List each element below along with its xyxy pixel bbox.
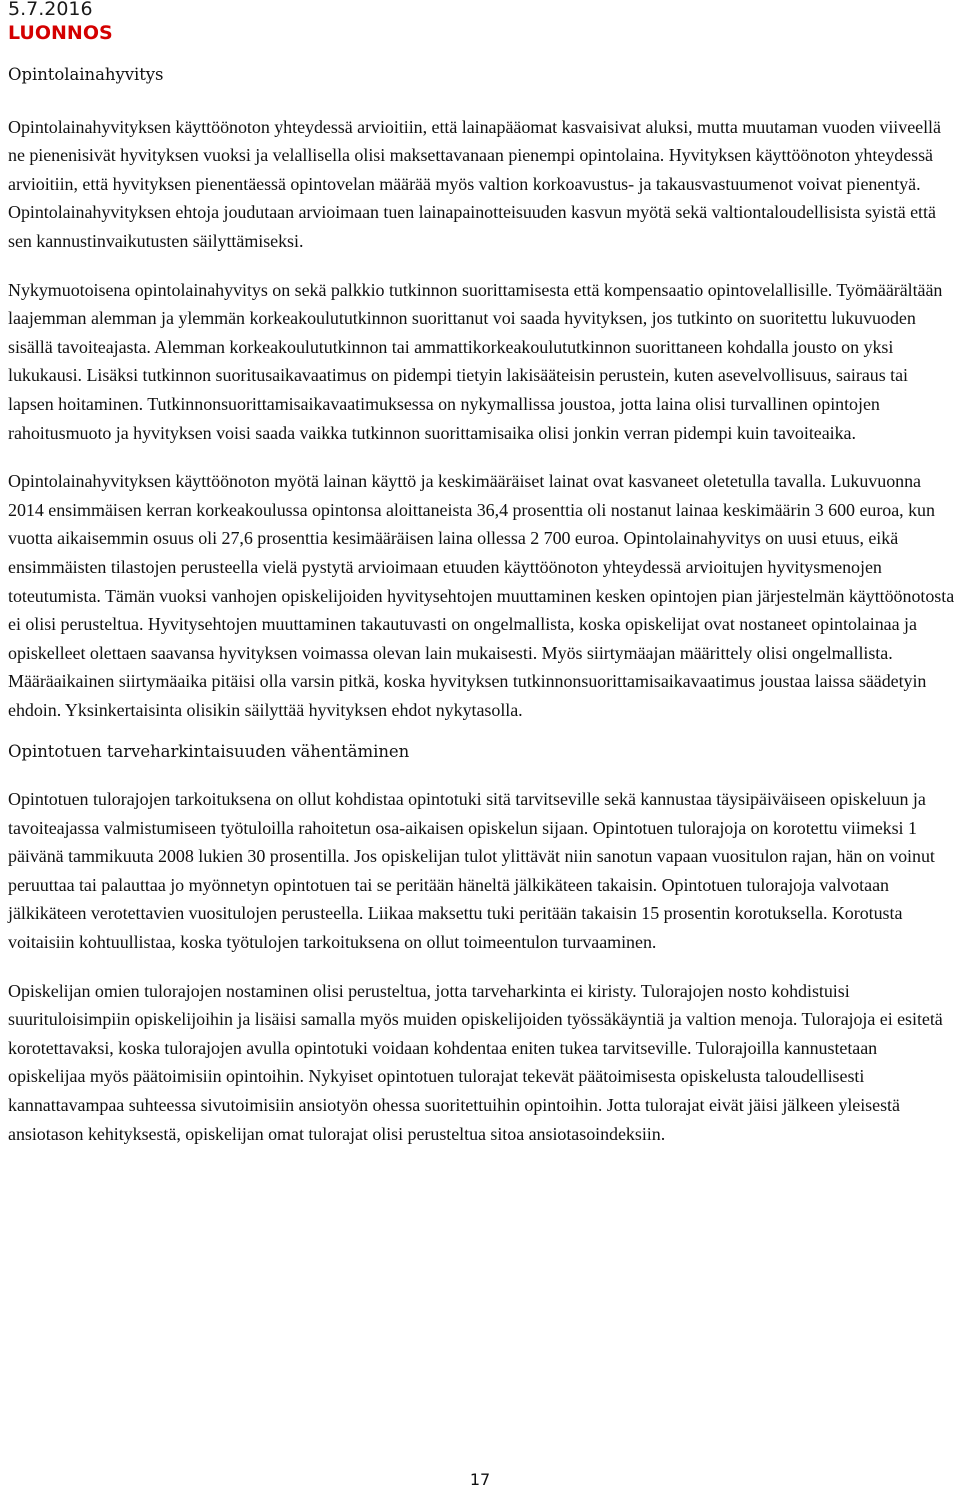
- page-header: [8, 0, 113, 45]
- paragraph: Opintolainahyvityksen käyttöönoton myötä lainan käyttö ja keskimääräiset lainat ovat kasvaneet oletetulla tavalla. Lukuvuonna 2014 ensimmäisen kerran korkeakoulussa opintonsa aloittaneista 36,4 prosenttia oli nostanut lainaa keskimäärin 3 600 euroa, kun vuotta aikaisemmin osuus oli 27,6 prosenttia kesimääräisen laina ollessa 2 700 euroa. Opintolainahyvitys on uusi etuus, eikä ensimmäisten tilastojen perusteella vielä pystytä arvioimaan etuuden käyttöönoton yhteydessä arvioitujen hyvitysmenojen toteutumista. Tämän vuoksi vanhojen opiskelijoiden hyvitysehtojen muuttaminen kesken opintojen pian järjestelmän käyttöönotosta ei olisi perusteltua. Hyvitysehtojen muuttaminen takautuvasti on ongelmallista, koska opiskelijat ovat nostaneet opintolainaa ja opiskelleet olettaen saavansa hyvityksen voimassa olevan lain mukaisesti. Myös siirtymäajan määrittely olisi ongelmallista. Määräaikainen siirtymäaika pitäisi olla varsin pitkä, koska hyvityksen tutkinnonsuorittamisaikavaatimus joustaa laissa säädetyin ehdoin. Yksinkertaisinta olisikin säilyttää hyvityksen ehdot nykytasolla.: [8, 471, 955, 720]
- section-heading-opintolainahyvitys: Opintolainahyvitys: [8, 65, 164, 84]
- document-body: [8, 59, 958, 1168]
- paragraph: Opiskelijan omien tulorajojen nostaminen olisi perusteltua, jotta tarveharkinta ei kiristy. Tulorajojen nosto kohdistuisi suurituloisimpiin opiskelijoihin ja lisäisi samalla myös muiden opiskelijoiden työssäkäyntiä ja valtion menoja. Tulorajoja ei esitetä korotettavaksi, koska tulorajojen avulla opintotuki voidaan kohdentaa eniten tukea tarvitseville. Tulorajoilla kannustetaan opiskelijaa myös päätoimisiin opintoihin. Nykyiset opintotuen tulorajat tekevät päätoimisesta opiskelusta taloudellisesti kannattavampaa suhteessa sivutoimisiin ansiotyön ohessa suoritettuihin opintoihin. Jotta tulorajat eivät jäisi jälkeen yleisestä ansiotason kehityksestä, opiskelijan omat tulorajat olisi perusteltua sitoa ansiotasoindeksiin.: [8, 980, 943, 1144]
- draft-label: LUONNOS: [8, 22, 113, 44]
- paragraph: Opintolainahyvityksen käyttöönoton yhteydessä arvioitiin, että lainapääomat kasvaisivat aluksi, mutta muutaman vuoden viiveellä ne pienenisivät hyvityksen vuoksi ja velallisella olisi maksettavanaan pienempi opintolaina. Hyvityksen käyttöönoton yhteydessä arvioitiin, että hyvityksen pienentäessä opintovelan määrää myös valtion korkoavustus- ja takausvastuumenot voivat pienentyä. Opintolainahyvityksen ehtoja joudutaan arvioimaan tuen lainapainotteisuuden kasvun myötä sekä valtiontaloudellisista syistä että sen kannustinvaikutusten säilyttämiseksi.: [8, 116, 941, 251]
- paragraph: Nykymuotoisena opintolainahyvitys on sekä palkkio tutkinnon suorittamisesta että kompensaatio opintovelallisille. Työmäärältään laajemman alemman ja ylemmän korkeakoulututkinnon suorittanut voi saada hyvityksen, jos tutkinto on suoritettu lukuvuoden sisällä tavoiteajasta. Alemman korkeakoulututkinnon tai ammattikorkeakoulututkinnon suorittaneen kohdalla jousto on yksi lukukausi. Lisäksi tutkinnon suoritusaikavaatimus on pidempi tietyin lakisääteisin perustein, kuten asevelvollisuus, sairaus tai lapsen hoitaminen. Tutkinnonsuorittamisaikavaatimuksessa on nykymallissa joustoa, jotta laina olisi turvallinen opintojen rahoitusmuoto ja hyvityksen voisi saada vaikka tutkinnon suorittamisaika olisi jonkin verran pidempi kuin tavoiteaika.: [8, 279, 943, 443]
- page-number: 17: [469, 1470, 491, 1489]
- paragraph: Opintotuen tulorajojen tarkoituksena on ollut kohdistaa opintotuki sitä tarvitseville sekä kannustaa täysipäiväiseen opiskeluun ja tavoiteajassa valmistumiseen työtuloilla rahoitetun osa-aikaisen opiskelun sijaan. Opintotuen tulorajoja on korotettu viimeksi 1 päivänä tammikuuta 2008 lukien 30 prosentilla. Jos opiskelijan tulot ylittävät niin sanotun vapaan vuositulon rajan, hän on voinut peruuttaa tai palauttaa jo myönnetyn opintotuen tai se peritään häneltä jälkikäteen takaisin. Opintotuen tulorajoja valvotaan jälkikäteen verotettavien vuositulojen perusteella. Liikaa maksettu tuki peritään takaisin 15 prosentin korotuksella. Korotusta voitaisiin kohtuullistaa, koska työtulojen tarkoituksena on ollut toimeentulon turvaaminen.: [8, 789, 935, 953]
- section-heading-tarveharkinta: Opintotuen tarveharkintaisuuden vähentäminen: [8, 742, 410, 762]
- header-date: 5.7.2016: [8, 0, 93, 20]
